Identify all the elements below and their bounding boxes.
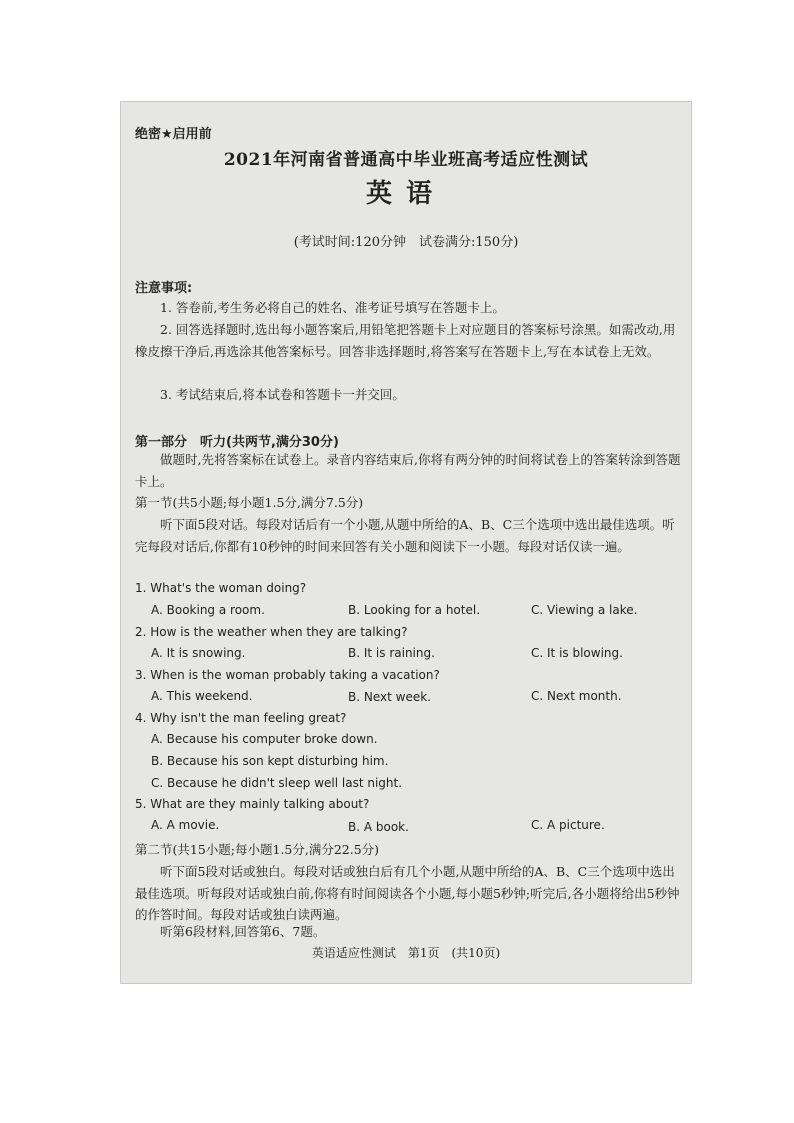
q1-option-b: B. Looking for a hotel. bbox=[348, 603, 481, 617]
section1-heading: 第一节(共5小题;每小题1.5分,满分7.5分) bbox=[135, 495, 364, 510]
section2-heading: 第二节(共15小题;每小题1.5分,满分22.5分) bbox=[135, 842, 380, 857]
q5-option-c: C. A picture. bbox=[531, 818, 605, 832]
question-3: 3. When is the woman probably taking a vacation? bbox=[135, 668, 440, 682]
notice-item-2: 2. 回答选择题时,选出每小题答案后,用铅笔把答题卡上对应题目的答案标号涂黑。如需改动,用橡皮擦干净后,再选涂其他答案标号。回答非选择题时,将答案写在答题卡上,写在本试卷上无效。 bbox=[135, 322, 676, 359]
q3-option-a: A. This weekend. bbox=[151, 689, 253, 703]
q2-option-c: C. It is blowing. bbox=[531, 646, 623, 660]
section2-intro: 听下面5段对话或独白。每段对话或独白后有几个小题,从题中所给的A、B、C三个选项中选出最佳选项。听每段对话或独白前,你将有时间阅读各个小题,每小题5秒钟;听完后,各小题将给出5秒钟的作答时间。每段对话或独白读两遍。 bbox=[135, 864, 680, 922]
part1-heading: 第一部分 听力(共两节,满分30分) bbox=[135, 435, 339, 450]
q1-option-a: A. Booking a room. bbox=[151, 603, 265, 617]
q4-option-c: C. Because he didn't sleep well last night. bbox=[151, 776, 403, 790]
q2-option-b: B. It is raining. bbox=[348, 646, 435, 660]
notice-heading: 注意事项: bbox=[135, 281, 193, 296]
q5-option-a: A. A movie. bbox=[151, 818, 220, 832]
notice-item-3: 3. 考试结束后,将本试卷和答题卡一并交回。 bbox=[160, 387, 405, 402]
page-footer: 英语适应性测试 第1页 (共10页) bbox=[311, 946, 501, 960]
exam-title: 2021年河南省普通高中毕业班高考适应性测试 bbox=[223, 150, 589, 170]
exam-info: (考试时间:120分钟 试卷满分:150分) bbox=[293, 235, 519, 250]
q4-option-a: A. Because his computer broke down. bbox=[151, 732, 378, 746]
notice-item-1: 1. 答卷前,考生务必将自己的姓名、准考证号填写在答题卡上。 bbox=[160, 300, 505, 315]
material-instruction: 听第6段材料,回答第6、7题。 bbox=[160, 924, 326, 939]
section1-intro: 听下面5段对话。每段对话后有一个小题,从题中所给的A、B、C三个选项中选出最佳选项。听完每段对话后,你都有10秒钟的时间来回答有关小题和阅读下一小题。每段对话仅读一遍。 bbox=[135, 517, 675, 554]
part1-intro: 做题时,先将答案标在试卷上。录音内容结束后,你将有两分钟的时间将试卷上的答案转涂到答题卡上。 bbox=[135, 452, 681, 489]
question-5: 5. What are they mainly talking about? bbox=[135, 797, 370, 811]
question-1: 1. What's the woman doing? bbox=[135, 581, 307, 595]
q3-option-c: C. Next month. bbox=[531, 689, 622, 703]
q3-option-b: B. Next week. bbox=[348, 690, 431, 704]
confidential-mark: 绝密★启用前 bbox=[135, 127, 212, 142]
question-2: 2. How is the weather when they are talking? bbox=[135, 625, 408, 639]
q5-option-b: B. A book. bbox=[348, 820, 409, 834]
subject-title: 英语 bbox=[365, 179, 446, 209]
q2-option-a: A. It is snowing. bbox=[151, 646, 246, 660]
exam-page bbox=[120, 101, 692, 984]
question-4: 4. Why isn't the man feeling great? bbox=[135, 711, 347, 725]
q4-option-b: B. Because his son kept disturbing him. bbox=[151, 754, 389, 768]
q1-option-c: C. Viewing a lake. bbox=[531, 603, 638, 617]
